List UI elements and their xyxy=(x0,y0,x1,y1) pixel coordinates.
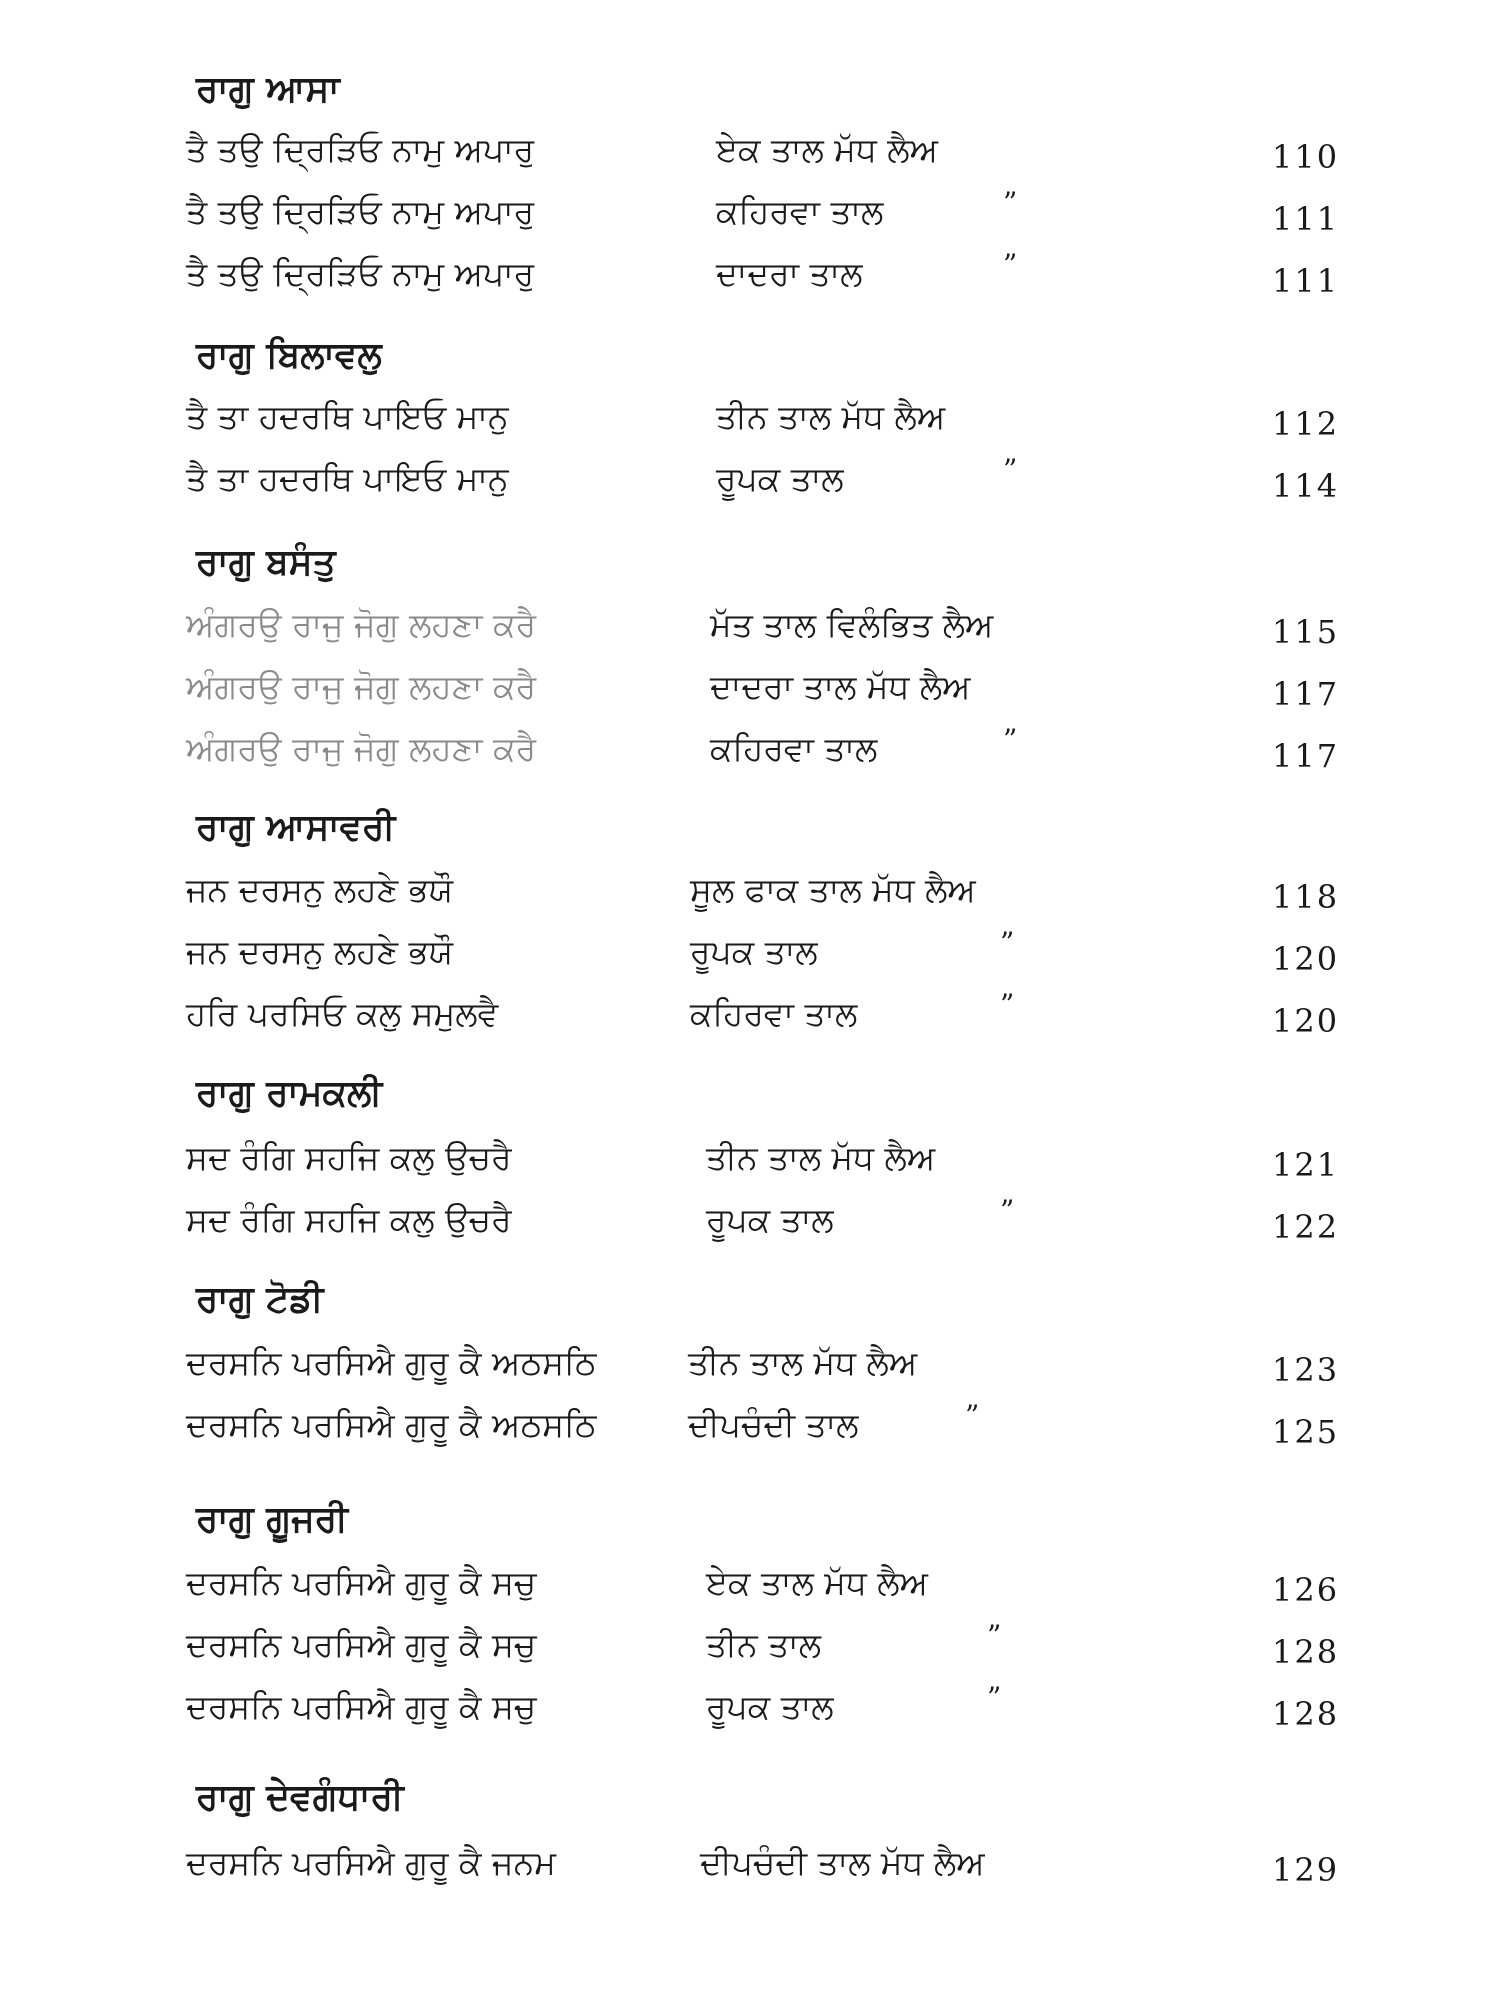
entry-page-number: 128 xyxy=(1272,1695,1340,1733)
entry-page-number: 117 xyxy=(1272,737,1340,775)
entry-title: ਦਰਸਨਿ ਪਰਸਿਐ ਗੁਰੂ ਕੈ ਜਨਮ xyxy=(186,1843,556,1882)
index-entry xyxy=(0,723,1500,782)
entry-taal: ਦਾਦਰਾ ਤਾਲ xyxy=(716,254,863,293)
raag-heading: ਰਾਗੁ ਬਿਲਾਵਲੁ xyxy=(196,335,382,376)
index-entry xyxy=(0,988,1500,1047)
entry-title: ਅੰਗਰਉ ਰਾਜੁ ਜੋਗੁ ਲਹਣਾ ਕਰੈ xyxy=(186,605,537,644)
entry-taal: ਦੀਪਚੰਦੀ ਤਾਲ ਮੱਧ ਲੈਅ xyxy=(700,1843,985,1882)
entry-taal: ਤੀਨ ਤਾਲ xyxy=(706,1625,822,1664)
ditto-mark: ” xyxy=(1000,926,1015,959)
raag-heading: ਰਾਗੁ ਟੋਡੀ xyxy=(196,1279,324,1320)
ditto-mark: ” xyxy=(965,1399,980,1432)
index-entry xyxy=(0,1343,1500,1396)
entry-page-number: 120 xyxy=(1272,1002,1340,1040)
raag-heading: ਰਾਗੁ ਗੂਜਰੀ xyxy=(196,1499,348,1540)
entry-page-number: 121 xyxy=(1272,1146,1340,1184)
entry-title: ਜਨ ਦਰਸਨੁ ਲਹਣੇ ਭਯੌ xyxy=(186,932,454,971)
entry-taal: ਤੀਨ ਤਾਲ ਮੱਧ ਲੈਅ xyxy=(688,1343,918,1382)
entry-page-number: 118 xyxy=(1272,878,1340,916)
entry-taal: ਤੀਨ ਤਾਲ ਮੱਧ ਲੈਅ xyxy=(716,397,946,436)
ditto-mark: ” xyxy=(1003,453,1018,486)
entry-title: ਸਦ ਰੰਗਿ ਸਹਜਿ ਕਲੁ ਉਚਰੈ xyxy=(186,1138,512,1177)
entry-title: ਦਰਸਨਿ ਪਰਸਿਐ ਗੁਰੂ ਕੈ ਸਚੁ xyxy=(186,1687,537,1726)
index-entry xyxy=(0,870,1500,923)
index-entry xyxy=(0,248,1500,307)
entry-title: ਅੰਗਰਉ ਰਾਜੁ ਜੋਗੁ ਲਹਣਾ ਕਰੈ xyxy=(186,729,537,768)
entry-taal: ਦੀਪਚੰਦੀ ਤਾਲ xyxy=(688,1405,859,1444)
index-entry xyxy=(0,397,1500,450)
ditto-mark: ” xyxy=(1000,1194,1015,1227)
index-entry xyxy=(0,453,1500,512)
entry-taal: ਰੂਪਕ ਤਾਲ xyxy=(706,1687,834,1726)
index-entry xyxy=(0,1681,1500,1740)
entry-taal: ਮੱਤ ਤਾਲ ਵਿਲੰਭਿਤ ਲੈਅ xyxy=(710,605,994,644)
entry-title: ਤੈ ਤਉ ਦ੍ਰਿੜਿਓ ਨਾਮੁ ਅਪਾਰੁ xyxy=(186,192,535,231)
index-entry xyxy=(0,926,1500,985)
raag-heading: ਰਾਗੁ ਦੇਵਗੰਧਾਰੀ xyxy=(196,1777,404,1818)
ditto-mark: ” xyxy=(1000,988,1015,1021)
index-entry xyxy=(0,1399,1500,1458)
entry-taal: ਰੂਪਕ ਤਾਲ xyxy=(706,1200,834,1239)
index-entry xyxy=(0,1619,1500,1678)
entry-page-number: 120 xyxy=(1272,940,1340,978)
entry-taal: ਰੂਪਕ ਤਾਲ xyxy=(716,459,844,498)
entry-title: ਤੈ ਤਾ ਹਦਰਥਿ ਪਾਇਓ ਮਾਨੁ xyxy=(186,459,509,498)
entry-title: ਦਰਸਨਿ ਪਰਸਿਐ ਗੁਰੂ ਕੈ ਅਠਸਠਿ xyxy=(186,1343,597,1382)
entry-taal: ਏਕ ਤਾਲ ਮੱਧ ਲੈਅ xyxy=(706,1563,928,1602)
entry-page-number: 122 xyxy=(1272,1208,1340,1246)
entry-title: ਅੰਗਰਉ ਰਾਜੁ ਜੋਗੁ ਲਹਣਾ ਕਰੈ xyxy=(186,667,537,706)
ditto-mark: ” xyxy=(1003,248,1018,281)
entry-taal: ਸੂਲ ਫਾਕ ਤਾਲ ਮੱਧ ਲੈਅ xyxy=(690,870,976,909)
entry-taal: ਦਾਦਰਾ ਤਾਲ ਮੱਧ ਲੈਅ xyxy=(710,667,971,706)
entry-title: ਦਰਸਨਿ ਪਰਸਿਐ ਗੁਰੂ ਕੈ ਸਚੁ xyxy=(186,1563,537,1602)
entry-page-number: 123 xyxy=(1272,1351,1340,1389)
index-entry xyxy=(0,1138,1500,1191)
entry-taal: ਕਹਿਰਵਾ ਤਾਲ xyxy=(716,192,884,231)
entry-taal: ਕਹਿਰਵਾ ਤਾਲ xyxy=(690,994,858,1033)
index-entry xyxy=(0,667,1500,720)
entry-title: ਦਰਸਨਿ ਪਰਸਿਐ ਗੁਰੂ ਕੈ ਅਠਸਠਿ xyxy=(186,1405,597,1444)
entry-taal: ਕਹਿਰਵਾ ਤਾਲ xyxy=(710,729,878,768)
entry-taal: ਤੀਨ ਤਾਲ ਮੱਧ ਲੈਅ xyxy=(706,1138,936,1177)
index-entry xyxy=(0,1843,1500,1896)
entry-page-number: 112 xyxy=(1272,405,1340,443)
entry-page-number: 117 xyxy=(1272,675,1340,713)
entry-title: ਤੈ ਤਉ ਦ੍ਰਿੜਿਓ ਨਾਮੁ ਅਪਾਰੁ xyxy=(186,254,535,293)
entry-title: ਤੈ ਤਾ ਹਦਰਥਿ ਪਾਇਓ ਮਾਨੁ xyxy=(186,397,509,436)
entry-title: ਹਰਿ ਪਰਸਿਓ ਕਲੁ ਸਮੁਲਵੈ xyxy=(186,994,499,1033)
entry-page-number: 111 xyxy=(1272,200,1340,238)
entry-page-number: 129 xyxy=(1272,1851,1340,1889)
ditto-mark: ” xyxy=(1003,186,1018,219)
raag-heading: ਰਾਗੁ ਬਸੰਤੁ xyxy=(196,542,336,583)
entry-page-number: 115 xyxy=(1272,613,1340,651)
raag-heading: ਰਾਗੁ ਆਸਾਵਰੀ xyxy=(196,807,396,848)
ditto-mark: ” xyxy=(987,1619,1002,1652)
entry-page-number: 126 xyxy=(1272,1571,1340,1609)
index-entry xyxy=(0,186,1500,245)
entry-page-number: 114 xyxy=(1272,467,1340,505)
entry-title: ਦਰਸਨਿ ਪਰਸਿਐ ਗੁਰੂ ਕੈ ਸਚੁ xyxy=(186,1625,537,1664)
index-entry xyxy=(0,130,1500,183)
index-entry xyxy=(0,1563,1500,1616)
raag-heading: ਰਾਗੁ ਆਸਾ xyxy=(196,69,340,110)
entry-taal: ਏਕ ਤਾਲ ਮੱਧ ਲੈਅ xyxy=(716,130,938,169)
entry-page-number: 110 xyxy=(1272,138,1340,176)
raag-heading: ਰਾਗੁ ਰਾਮਕਲੀ xyxy=(196,1073,383,1114)
entry-title: ਸਦ ਰੰਗਿ ਸਹਜਿ ਕਲੁ ਉਚਰੈ xyxy=(186,1200,512,1239)
ditto-mark: ” xyxy=(987,1681,1002,1714)
entry-taal: ਰੂਪਕ ਤਾਲ xyxy=(690,932,818,971)
entry-title: ਤੈ ਤਉ ਦ੍ਰਿੜਿਓ ਨਾਮੁ ਅਪਾਰੁ xyxy=(186,130,535,169)
entry-page-number: 111 xyxy=(1272,262,1340,300)
entry-page-number: 125 xyxy=(1272,1413,1340,1451)
index-entry xyxy=(0,605,1500,658)
entry-title: ਜਨ ਦਰਸਨੁ ਲਹਣੇ ਭਯੌ xyxy=(186,870,454,909)
ditto-mark: ” xyxy=(1003,723,1018,756)
entry-page-number: 128 xyxy=(1272,1633,1340,1671)
index-entry xyxy=(0,1194,1500,1253)
